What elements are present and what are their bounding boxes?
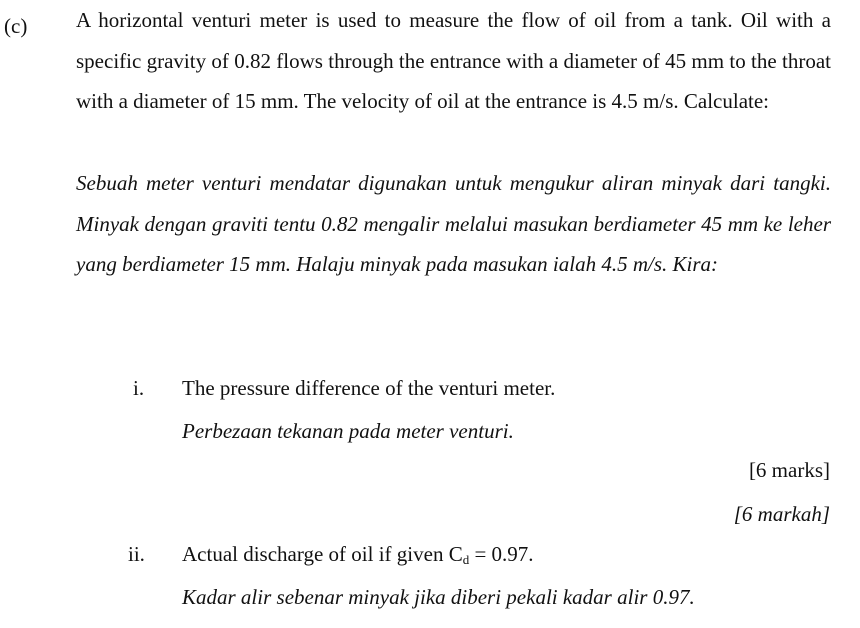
item-1-number: i. bbox=[133, 376, 145, 400]
item-2-english-suffix: = 0.97. bbox=[469, 542, 534, 566]
item-2-malay: Kadar alir sebenar minyak jika diberi pekali kadar alir 0.97. bbox=[182, 585, 695, 609]
item-1-english: The pressure difference of the venturi meter. bbox=[182, 376, 556, 400]
item-2-number: ii. bbox=[128, 542, 145, 566]
item-2-english-prefix: Actual discharge of oil if given C bbox=[182, 542, 463, 566]
part-label: (c) bbox=[4, 14, 28, 38]
item-2-cd-subscript: d bbox=[462, 552, 470, 567]
question-malay-text: Sebuah meter venturi mendatar digunakan untuk mengukur aliran minyak dari tangki. Minyak dengan graviti tentu 0.82 mengalir melalui masukan berdiameter 45 mm ke leher yang berdiameter 15 mm. Halaju minyak pada masukan ialah 4.5 m/s. Kira: bbox=[76, 171, 831, 276]
item-1-marks-malay: [6 markah] bbox=[733, 502, 830, 526]
item-1-marks-english: [6 marks] bbox=[748, 458, 830, 482]
cutoff-text-fragment bbox=[735, 622, 830, 628]
question-english-text: A horizontal venturi meter is used to measure the flow of oil from a tank. Oil with a specific gravity of 0.82 flows through the entrance with a diameter of 45 mm to the throat with a diameter of 15 mm. The velocity of oil at the entrance is 4.5 m/s. Calculate: bbox=[76, 8, 831, 113]
item-1-malay: Perbezaan tekanan pada meter venturi. bbox=[182, 419, 514, 443]
item-2-english bbox=[182, 539, 534, 569]
